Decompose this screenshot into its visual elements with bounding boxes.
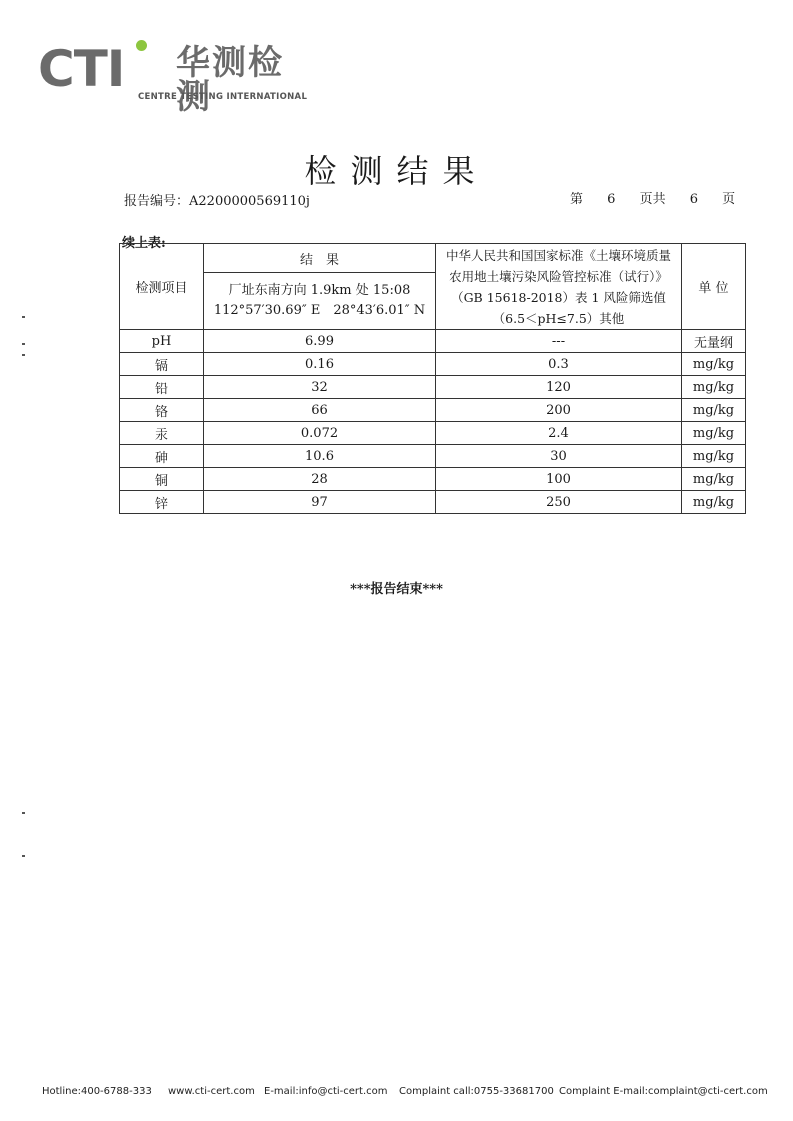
row-item: 汞 bbox=[120, 422, 204, 445]
row-unit: mg/kg bbox=[682, 491, 746, 514]
row-result: 0.072 bbox=[204, 422, 436, 445]
page-indicator bbox=[570, 188, 747, 207]
row-unit: mg/kg bbox=[682, 399, 746, 422]
row-limit: 100 bbox=[436, 468, 682, 491]
report-number-label: 报告编号： bbox=[124, 194, 190, 209]
header-result: 结 果 bbox=[204, 244, 436, 273]
row-result: 0.16 bbox=[204, 353, 436, 376]
header-sample-location bbox=[204, 273, 436, 330]
logo-brand: CTI bbox=[38, 40, 125, 98]
page-suffix: 页 bbox=[722, 192, 736, 207]
scan-speck bbox=[22, 812, 25, 814]
row-item: 镉 bbox=[120, 353, 204, 376]
row-item: pH bbox=[120, 330, 204, 353]
logo-english-name: CENTRE TESTING INTERNATIONAL bbox=[138, 92, 308, 102]
table-row bbox=[120, 468, 746, 491]
footer-website[interactable]: www.cti-cert.com bbox=[168, 1086, 255, 1097]
footer-hotline: Hotline:400-6788-333 bbox=[42, 1086, 152, 1097]
table-row bbox=[120, 445, 746, 468]
page-title: 检测结果 bbox=[304, 152, 489, 190]
row-item: 铜 bbox=[120, 468, 204, 491]
row-unit: mg/kg bbox=[682, 422, 746, 445]
page-prefix: 第 bbox=[570, 192, 584, 207]
report-end-marker: ***报告结束*** bbox=[350, 582, 443, 597]
footer-email[interactable]: E-mail:info@cti-cert.com bbox=[264, 1086, 388, 1097]
table-row bbox=[120, 422, 746, 445]
row-unit: mg/kg bbox=[682, 468, 746, 491]
row-unit: mg/kg bbox=[682, 445, 746, 468]
row-limit: 120 bbox=[436, 376, 682, 399]
row-item: 铅 bbox=[120, 376, 204, 399]
row-item: 锌 bbox=[120, 491, 204, 514]
table-row bbox=[120, 376, 746, 399]
row-unit: 无量纲 bbox=[682, 330, 746, 353]
row-result: 66 bbox=[204, 399, 436, 422]
row-result: 6.99 bbox=[204, 330, 436, 353]
scan-speck bbox=[22, 855, 25, 857]
table-row bbox=[120, 353, 746, 376]
report-number bbox=[124, 190, 310, 209]
row-limit: 200 bbox=[436, 399, 682, 422]
row-limit: 0.3 bbox=[436, 353, 682, 376]
page-current: 6 bbox=[607, 192, 616, 207]
table-row bbox=[120, 330, 746, 353]
scan-speck bbox=[22, 354, 25, 356]
row-limit: --- bbox=[436, 330, 682, 353]
row-result: 97 bbox=[204, 491, 436, 514]
row-item: 砷 bbox=[120, 445, 204, 468]
results-table bbox=[119, 243, 746, 514]
location-line-1: 厂址东南方向 1.9km 处 15:08 bbox=[228, 283, 411, 298]
row-result: 32 bbox=[204, 376, 436, 399]
table-row bbox=[120, 399, 746, 422]
row-unit: mg/kg bbox=[682, 376, 746, 399]
location-line-2: 112°57′30.69″ E 28°43′6.01″ N bbox=[213, 303, 426, 318]
page-total: 6 bbox=[689, 192, 699, 207]
row-result: 28 bbox=[204, 468, 436, 491]
row-limit: 250 bbox=[436, 491, 682, 514]
page-mid: 页共 bbox=[639, 192, 666, 207]
scan-speck bbox=[22, 343, 25, 345]
row-unit: mg/kg bbox=[682, 353, 746, 376]
logo-chinese-name: 华测检测 bbox=[176, 43, 284, 117]
scan-speck bbox=[22, 316, 25, 318]
footer-complaint-call: Complaint call:0755-33681700 bbox=[399, 1086, 554, 1097]
header-unit: 单 位 bbox=[682, 244, 746, 330]
row-result: 10.6 bbox=[204, 445, 436, 468]
continued-label: 续上表: bbox=[122, 236, 166, 251]
header-item: 检测项目 bbox=[120, 244, 204, 330]
row-limit: 2.4 bbox=[436, 422, 682, 445]
report-number-value: A2200000569110j bbox=[189, 194, 310, 209]
row-limit: 30 bbox=[436, 445, 682, 468]
logo-dot-icon bbox=[136, 40, 147, 51]
header-standard: 中华人民共和国国家标准《土壤环境质量 农用地土壤污染风险管控标准（试行）》（GB 15618-2018）表 1 风险筛选值（6.5＜pH≤7.5）其他 bbox=[436, 244, 682, 330]
row-item: 铬 bbox=[120, 399, 204, 422]
table-row bbox=[120, 491, 746, 514]
company-logo bbox=[38, 40, 308, 117]
footer-complaint-email[interactable]: Complaint E-mail:complaint@cti-cert.com bbox=[559, 1086, 768, 1097]
